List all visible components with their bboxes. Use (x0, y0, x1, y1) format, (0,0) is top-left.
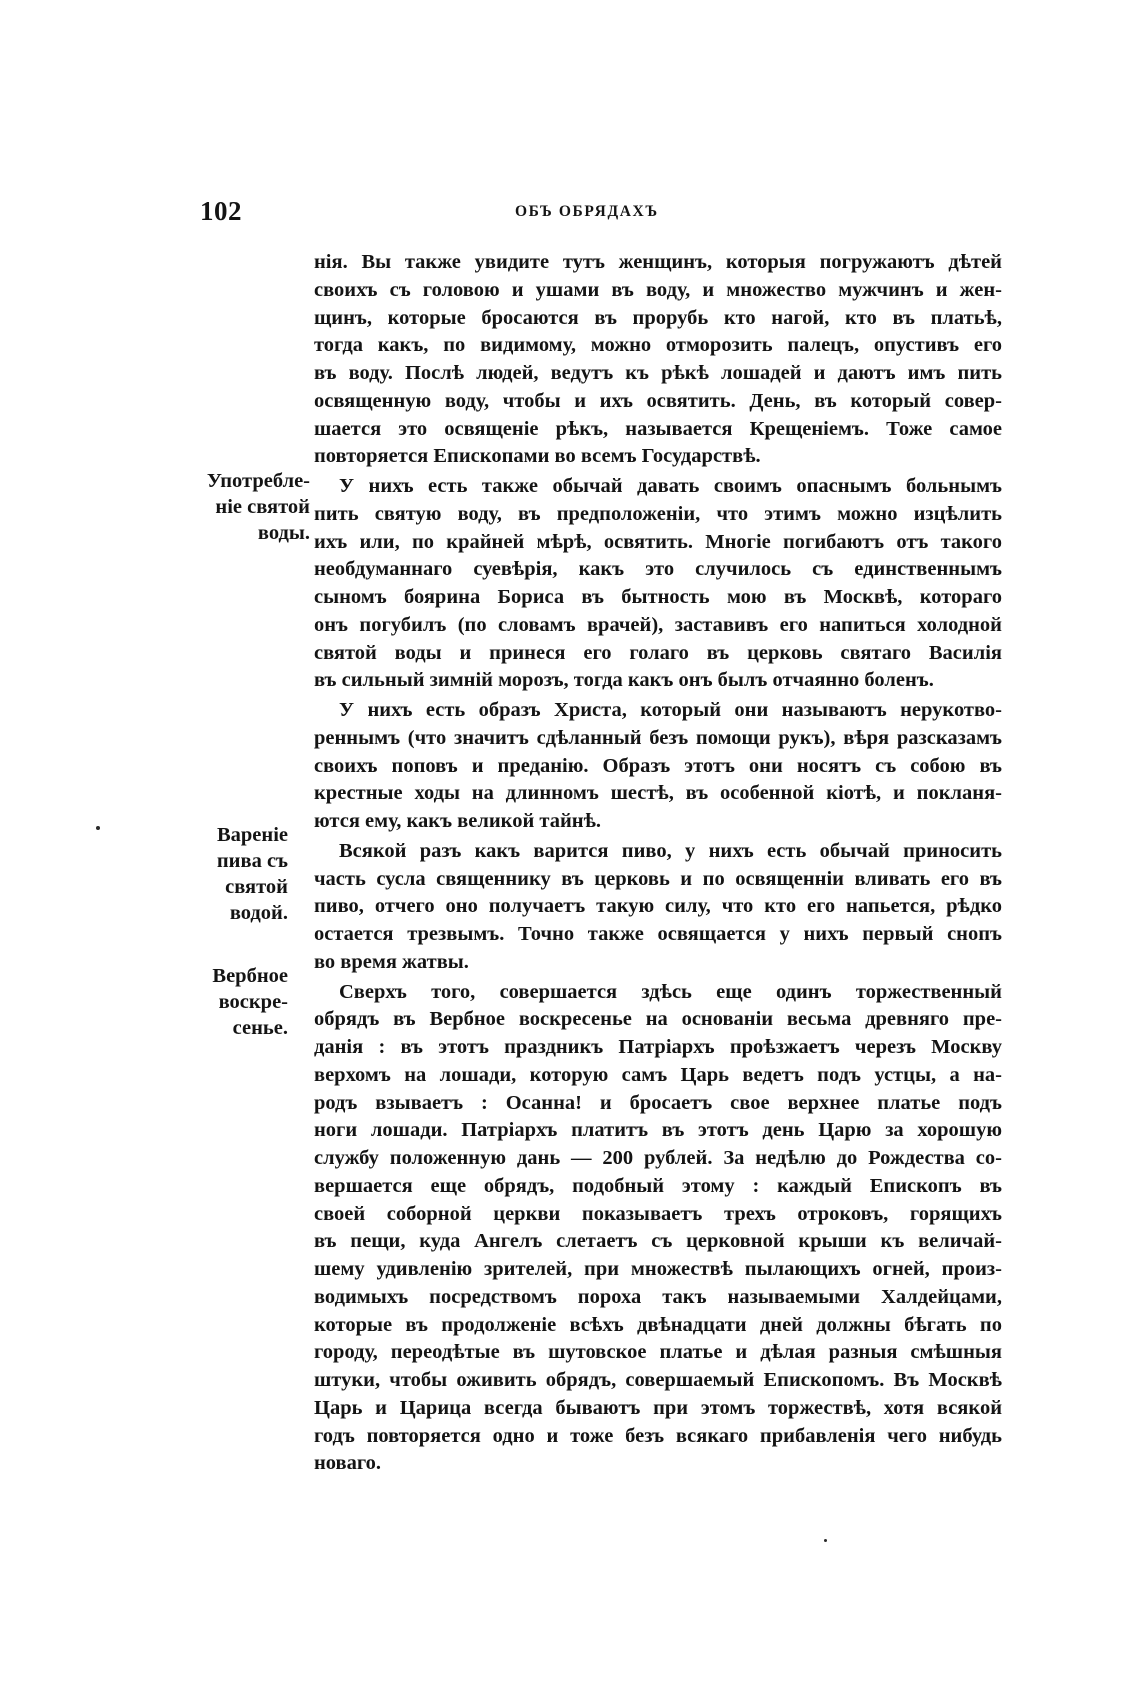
text-line: остается трезвымъ. Точно также освящается у нихъ первый снопъ (314, 923, 1002, 945)
text-line: водимыхъ посредствомъ пороха такъ называемыми Халдейцами, (314, 1285, 1002, 1308)
print-speck (824, 1539, 827, 1542)
text-line: своихъ поповъ и преданію. Образъ этотъ они носятъ съ собою въ (314, 754, 1002, 777)
margin-note-line: Употребле- (206, 470, 310, 492)
text-line: пиво, отчего оно получаетъ такую силу, что кто его напьется, рѣдко (314, 895, 1002, 918)
text-line: въ сильный зимній морозъ, тогда какъ онъ былъ отчаянно боленъ. (314, 669, 934, 692)
text-line: Всякой разъ какъ варится пиво, у нихъ есть обычай приносить (339, 839, 1002, 862)
text-line: ются ему, какъ великой тайнѣ. (314, 810, 602, 832)
margin-note-line: пива съ (216, 850, 288, 872)
text-line: городу, переодѣтые въ шутовское платье и дѣлая разныя смѣшныя (314, 1341, 1002, 1364)
margin-note-line: святой (225, 876, 288, 898)
text-line: щинъ, которые бросаются въ прорубь кто нагой, кто въ платьѣ, (314, 306, 1002, 329)
text-line: крестные ходы на длинномъ шестѣ, въ особенной кіотѣ, и покланя- (314, 782, 1002, 805)
text-line: шается это освященіе рѣкъ, называется Крещеніемъ. Тоже самое (314, 417, 1002, 440)
text-line: повторяется Епископами во всемъ Государствѣ. (314, 445, 761, 468)
margin-note-line: сенье. (232, 1017, 288, 1039)
text-line: реннымъ (что значитъ сдѣланный безъ помощи рукъ), вѣря разсказамъ (314, 726, 1002, 749)
text-line: ихъ или, по крайней мѣрѣ, освятить. Многіе погибаютъ отъ такого (314, 530, 1002, 553)
margin-note-line: водой. (229, 902, 288, 924)
text-line: сыномъ боярина Бориса въ бытность мою въ Москвѣ, котораго (314, 586, 1002, 608)
margin-note-palm-sunday (200, 963, 288, 1041)
text-line: своихъ съ головою и ушами въ воду, и множество мужчинъ и жен- (314, 278, 1002, 301)
text-line: освященную воду, чтобы и ихъ освятить. День, въ который совер- (314, 389, 1002, 412)
margin-note-line: воскре- (218, 991, 288, 1013)
text-line: обрядъ въ Вербное воскресенье на основаніи весьма древняго пре- (314, 1008, 1002, 1031)
text-line: въ воду. Послѣ людей, ведутъ къ рѣкѣ лошадей и даютъ имъ пить (314, 362, 1002, 384)
body-text (314, 249, 1002, 1478)
text-line: вершается еще обрядъ, подобный этому : каждый Епископъ въ (314, 1174, 1002, 1197)
text-line: святой воды и принеся его голаго въ церковь святаго Василія (314, 641, 1002, 664)
text-line: своей соборной церкви показываетъ трехъ отроковъ, горящихъ (314, 1202, 1002, 1225)
text-line: необдуманнаго суевѣрія, какъ это случилось съ единственнымъ (314, 558, 1002, 581)
text-line: новаго. (314, 1452, 382, 1475)
text-line: во время жатвы. (314, 950, 469, 973)
text-line: тогда какъ, по видимому, можно отморозить палецъ, опустивъ его (314, 334, 1002, 357)
margin-note-line: ніе святой (215, 496, 310, 518)
text-line: годъ повторяется одно и тоже безъ всякаго прибавленія чего нибудь (314, 1424, 1002, 1447)
text-line: штуки, чтобы оживить обрядъ, совершаемый Епископомъ. Въ Москвѣ (314, 1369, 1002, 1391)
margin-note-line: Вареніе (216, 824, 288, 846)
text-line: часть сусла священнику въ церковь и по освященніи вливать его въ (314, 867, 1002, 890)
text-line: Сверхъ того, совершается здѣсь еще одинъ торжественный (339, 980, 1002, 1003)
margin-note-line: Вербное (212, 965, 288, 987)
text-line: родъ взываетъ : Осанна! и бросаетъ свое верхнее платье подъ (314, 1091, 1002, 1114)
text-line: верхомъ на лошади, которую самъ Царь ведетъ подъ устцы, а на- (314, 1063, 1002, 1086)
running-head: ОБЪ ОБРЯДАХЪ (515, 203, 659, 220)
text-line: Царь и Царица всегда бываютъ при этомъ торжествѣ, хотя всякой (314, 1396, 1002, 1419)
text-line: которые въ продолженіе всѣхъ двѣнадцати дней должны бѣгать по (314, 1313, 1002, 1336)
print-speck (96, 826, 100, 830)
margin-note-holy-water (200, 468, 310, 546)
text-line: У нихъ есть также обычай давать своимъ опаснымъ больнымъ (339, 475, 1002, 497)
text-line: У нихъ есть образъ Христа, который они называютъ нерукотво- (339, 699, 1002, 721)
text-line: нія. Вы также увидите тутъ женщинъ, которыя погружаютъ дѣтей (314, 251, 1002, 273)
text-line: службу положенную дань — 200 рублей. За недѣлю до Рождества со- (314, 1147, 1002, 1169)
text-line: данія : въ этотъ праздникъ Патріархъ проѣзжаетъ черезъ Москву (314, 1036, 1002, 1058)
text-line: ноги лошади. Патріархъ платитъ въ этотъ день Царю за хорошую (314, 1119, 1002, 1142)
margin-note-line: воды. (257, 522, 310, 544)
text-line: въ пещи, куда Ангелъ слетаетъ съ церковной крыши къ величай- (314, 1230, 1002, 1253)
text-line: шему удивленію зрителей, при множествѣ пылающихъ огней, произ- (314, 1258, 1002, 1280)
margin-note-beer (200, 822, 288, 926)
text-line: онъ погубилъ (по словамъ врачей), заставивъ его напиться холодной (314, 613, 1002, 636)
text-line: пить святую воду, въ предположеніи, что этимъ можно изцѣлить (314, 502, 1002, 525)
page-number: 102 (200, 196, 242, 226)
